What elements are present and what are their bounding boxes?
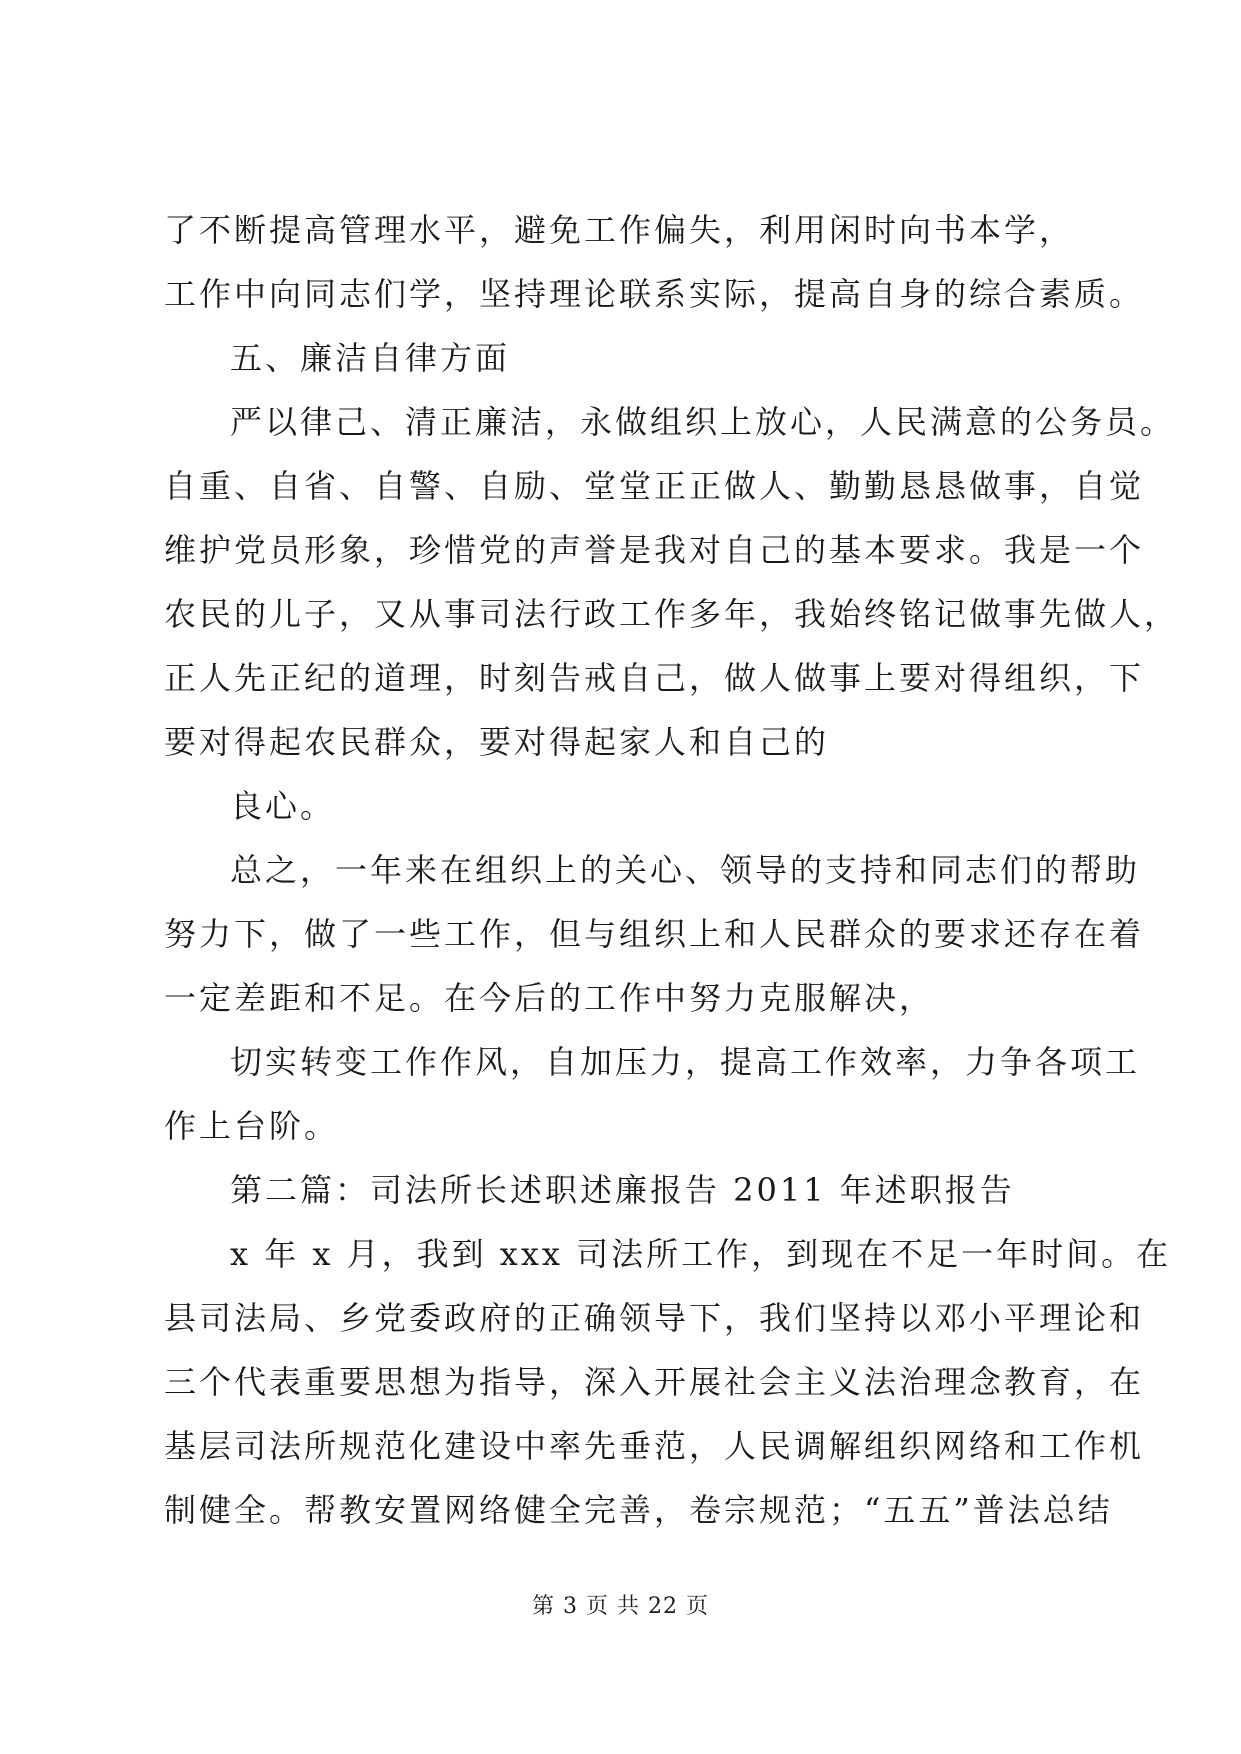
text-line: 农民的儿子，又从事司法行政工作多年，我始终铭记做事先做人， <box>164 595 1180 633</box>
text-line: 切实转变工作作风，自加压力，提高工作效率，力争各项工 <box>230 1043 1141 1081</box>
text-line: 正人先正纪的道理，时刻告戒自己，做人做事上要对得组织，下 <box>164 659 1145 697</box>
text-line: x 年 x 月，我到 xxx 司法所工作，到现在不足一年时间。在 <box>230 1235 1172 1273</box>
text-line: 作上台阶。 <box>164 1107 340 1145</box>
text-line: 三个代表重要思想为指导，深入开展社会主义法治理念教育，在 <box>164 1363 1145 1401</box>
page-number-footer: 第 3 页 共 22 页 <box>532 1594 709 1619</box>
text-line: 基层司法所规范化建设中率先垂范，人民调解组织网络和工作机 <box>164 1427 1145 1465</box>
text-line: 了不断提高管理水平，避免工作偏失，利用闲时向书本学， <box>164 211 1075 249</box>
text-line: 总之，一年来在组织上的关心、领导的支持和同志们的帮助 <box>230 851 1141 889</box>
section-heading: 第二篇：司法所长述职述廉报告 2011 年述职报告 <box>230 1171 1015 1209</box>
text-line: 维护党员形象，珍惜党的声誉是我对自己的基本要求。我是一个 <box>164 531 1145 569</box>
text-line: 工作中向同志们学，坚持理论联系实际，提高自身的综合素质。 <box>164 275 1145 313</box>
text-line: 要对得起农民群众，要对得起家人和自己的 <box>164 723 830 761</box>
text-line: 制健全。帮教安置网络健全完善，卷宗规范；“五五”普法总结 <box>164 1491 1113 1529</box>
text-line: 县司法局、乡党委政府的正确领导下，我们坚持以邓小平理论和 <box>164 1299 1145 1337</box>
text-line: 自重、自省、自警、自励、堂堂正正做人、勤勤恳恳做事，自觉 <box>164 467 1145 505</box>
text-line: 严以律己、清正廉洁，永做组织上放心，人民满意的公务员。 <box>230 403 1176 441</box>
text-line: 一定差距和不足。在今后的工作中努力克服解决， <box>164 979 935 1017</box>
text-line: 良心。 <box>230 787 336 825</box>
section-heading: 五、廉洁自律方面 <box>230 339 511 377</box>
text-line: 努力下，做了一些工作，但与组织上和人民群众的要求还存在着 <box>164 915 1145 953</box>
